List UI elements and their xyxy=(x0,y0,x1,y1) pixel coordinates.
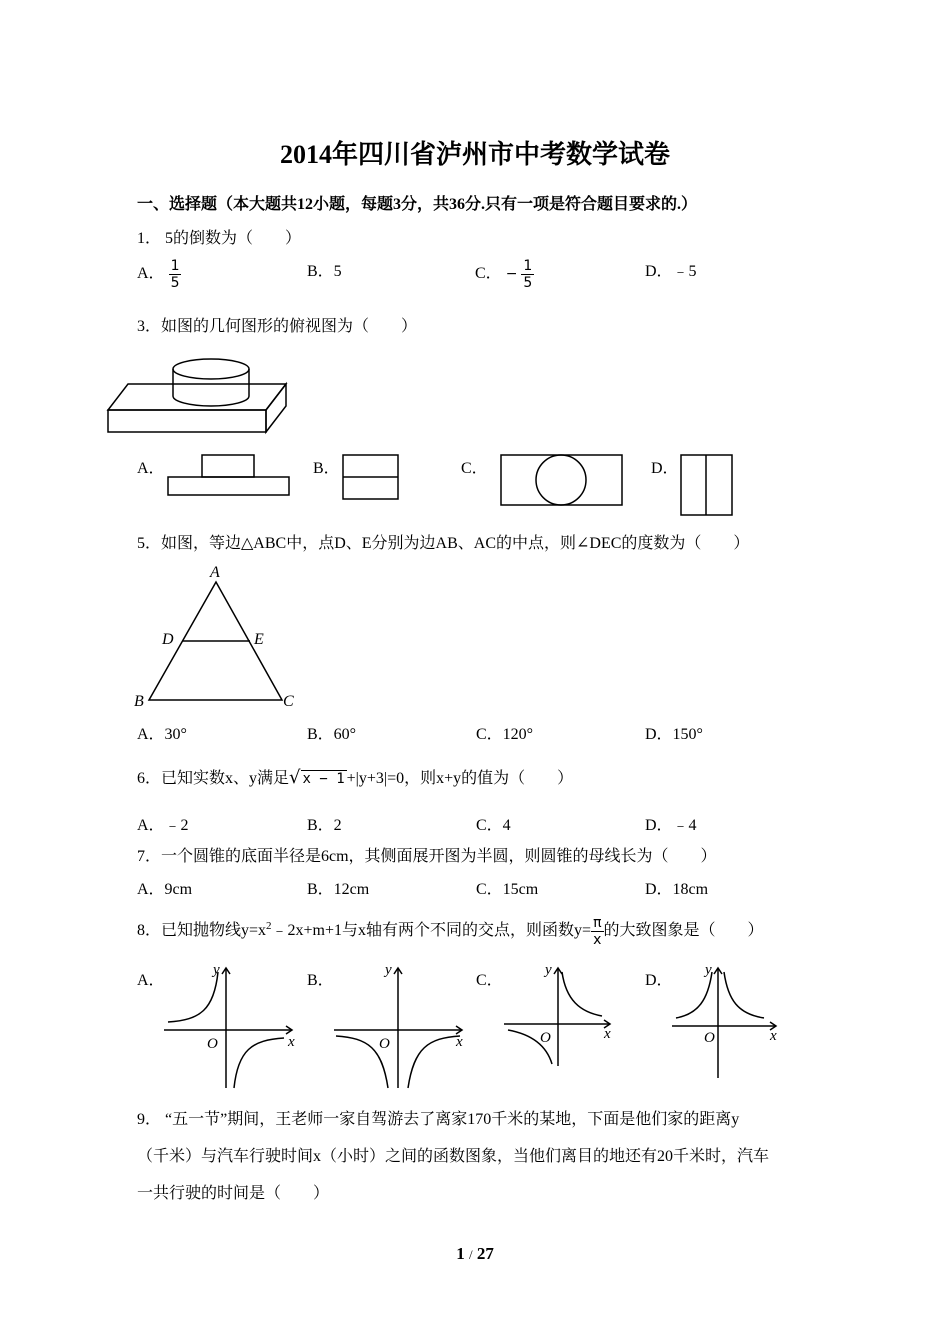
q1-option-c-label: C． xyxy=(475,265,502,283)
q7-option-d: D．18cm xyxy=(645,881,709,898)
q8-c-x-label: x xyxy=(604,1026,611,1042)
q5-triangle-figure xyxy=(130,560,305,712)
q6-option-c: C．4 xyxy=(476,817,511,834)
q1-option-a-fraction xyxy=(169,258,182,291)
q8-d-origin-label: O xyxy=(704,1030,715,1046)
cylinder-bottom xyxy=(173,396,249,406)
q3-stem: 3．如图的几何图形的俯视图为（ ） xyxy=(137,318,418,335)
q1-option-d: D．﹣5 xyxy=(645,263,697,280)
q9-line-2: （千米）与汽车行驶时间x（小时）之间的函数图象，当他们离目的地还有20千米时，汽车 xyxy=(137,1148,770,1165)
q1-a-denominator: 5 xyxy=(170,275,180,291)
q8-b-x-label: x xyxy=(456,1034,463,1050)
q8-graph-a xyxy=(160,960,300,1092)
slab-side-face xyxy=(266,384,286,432)
current-page: 1 xyxy=(456,1244,465,1263)
slab-front-face xyxy=(108,410,266,432)
q6-radicand: x − 1 xyxy=(302,771,345,787)
point-a-label: A xyxy=(210,564,220,581)
q6-stem-pre: 6．已知实数x、y满足 xyxy=(137,770,290,787)
q1-option-a-label: A． xyxy=(137,265,165,283)
q8-a-y-label: y xyxy=(213,962,220,978)
q8-exponent: 2 xyxy=(266,919,272,932)
q8-b-origin-label: O xyxy=(379,1036,390,1052)
q3-label-c: C． xyxy=(461,460,488,477)
page-title: 2014年四川省泸州市中考数学试卷 xyxy=(279,140,670,169)
total-pages: 27 xyxy=(476,1244,494,1263)
q3-label-d: D． xyxy=(651,460,679,477)
q3-option-a-figure xyxy=(164,452,294,498)
q1-c-denominator: 5 xyxy=(523,275,533,291)
q3-option-c-figure xyxy=(498,452,626,508)
q1-stem: 1． 5的倒数为（ ） xyxy=(137,230,302,247)
q3-option-b-figure xyxy=(340,452,402,502)
point-b-label: B xyxy=(134,693,144,710)
q1-option-a xyxy=(137,258,181,291)
q8-c-origin-label: O xyxy=(540,1030,551,1046)
q9-line-1: 9． “五一节”期间，王老师一家自驾游去了离家170千米的某地，下面是他们家的距离y xyxy=(137,1111,740,1128)
q5-option-a: A．30° xyxy=(137,726,187,743)
q8-label-c: C． xyxy=(476,972,503,989)
q8-stem xyxy=(137,915,764,948)
q8-label-a: A． xyxy=(137,972,165,989)
q1-option-c-sign: − xyxy=(505,266,518,283)
q1-option-b: B．5 xyxy=(307,263,342,280)
q8-b-y-label: y xyxy=(385,962,392,978)
q6-option-a: A．﹣2 xyxy=(137,817,189,834)
q8-a-origin-label: O xyxy=(207,1036,218,1052)
q8-frac-numerator: π xyxy=(593,915,602,931)
q1-option-c-fraction xyxy=(521,258,534,291)
point-d-label: D xyxy=(162,631,174,648)
q1-c-numerator: 1 xyxy=(523,258,533,274)
q9-line-3: 一共行驶的时间是（ ） xyxy=(137,1185,330,1202)
q5-stem: 5．如图，等边△ABC中，点D、E分别为边AB、AC的中点，则∠DEC的度数为（ ） xyxy=(137,535,750,552)
sqrt-icon: √ xyxy=(289,767,301,788)
q8-label-d: D． xyxy=(645,972,673,989)
q3-option-d-figure xyxy=(678,452,736,518)
section-heading: 一、选择题（本大题共12小题，每题3分，共36分.只有一项是符合题目要求的.） xyxy=(137,196,698,213)
q8-label-b: B． xyxy=(307,972,334,989)
q3-label-a: A． xyxy=(137,460,165,477)
q1-a-numerator: 1 xyxy=(170,258,180,274)
q6-stem xyxy=(137,765,573,788)
q7-option-c: C．15cm xyxy=(476,881,539,898)
q8-d-y-label: y xyxy=(705,962,712,978)
q5-option-c: C．120° xyxy=(476,726,534,743)
q5-option-d: D．150° xyxy=(645,726,703,743)
cylinder-top xyxy=(173,359,249,379)
q5-option-b: B．60° xyxy=(307,726,357,743)
q8-c-y-label: y xyxy=(545,962,552,978)
q8-graph-c xyxy=(500,960,620,1070)
q7-option-b: B．12cm xyxy=(307,881,370,898)
page-number xyxy=(0,1244,950,1264)
slab-top-face xyxy=(108,384,286,410)
q6-option-d: D．﹣4 xyxy=(645,817,697,834)
q1-option-c xyxy=(475,258,534,291)
q8-stem-mid: ﹣2x+m+1与x轴有两个不同的交点，则函数y= xyxy=(271,922,592,940)
point-c-label: C xyxy=(283,693,294,710)
point-e-label: E xyxy=(254,631,264,648)
page-separator: / xyxy=(468,1247,473,1262)
q8-fraction xyxy=(591,915,603,948)
q8-d-x-label: x xyxy=(770,1028,777,1044)
q8-graph-d xyxy=(668,960,788,1080)
q6-stem-post: +|y+3|=0，则x+y的值为（ ） xyxy=(346,770,574,787)
q7-stem: 7．一个圆锥的底面半径是6cm，其侧面展开图为半圆，则圆锥的母线长为（ ） xyxy=(137,848,717,865)
q3-solid-figure xyxy=(104,352,294,436)
q8-a-x-label: x xyxy=(288,1034,295,1050)
q8-stem-pre: 8．已知抛物线y=x xyxy=(137,922,267,940)
q6-option-b: B．2 xyxy=(307,817,342,834)
q3-label-b: B． xyxy=(313,460,340,477)
q8-stem-post: 的大致图象是（ ） xyxy=(603,922,764,940)
q8-frac-denominator: x xyxy=(593,932,602,948)
q7-option-a: A．9cm xyxy=(137,881,193,898)
q8-graph-b xyxy=(330,960,470,1092)
